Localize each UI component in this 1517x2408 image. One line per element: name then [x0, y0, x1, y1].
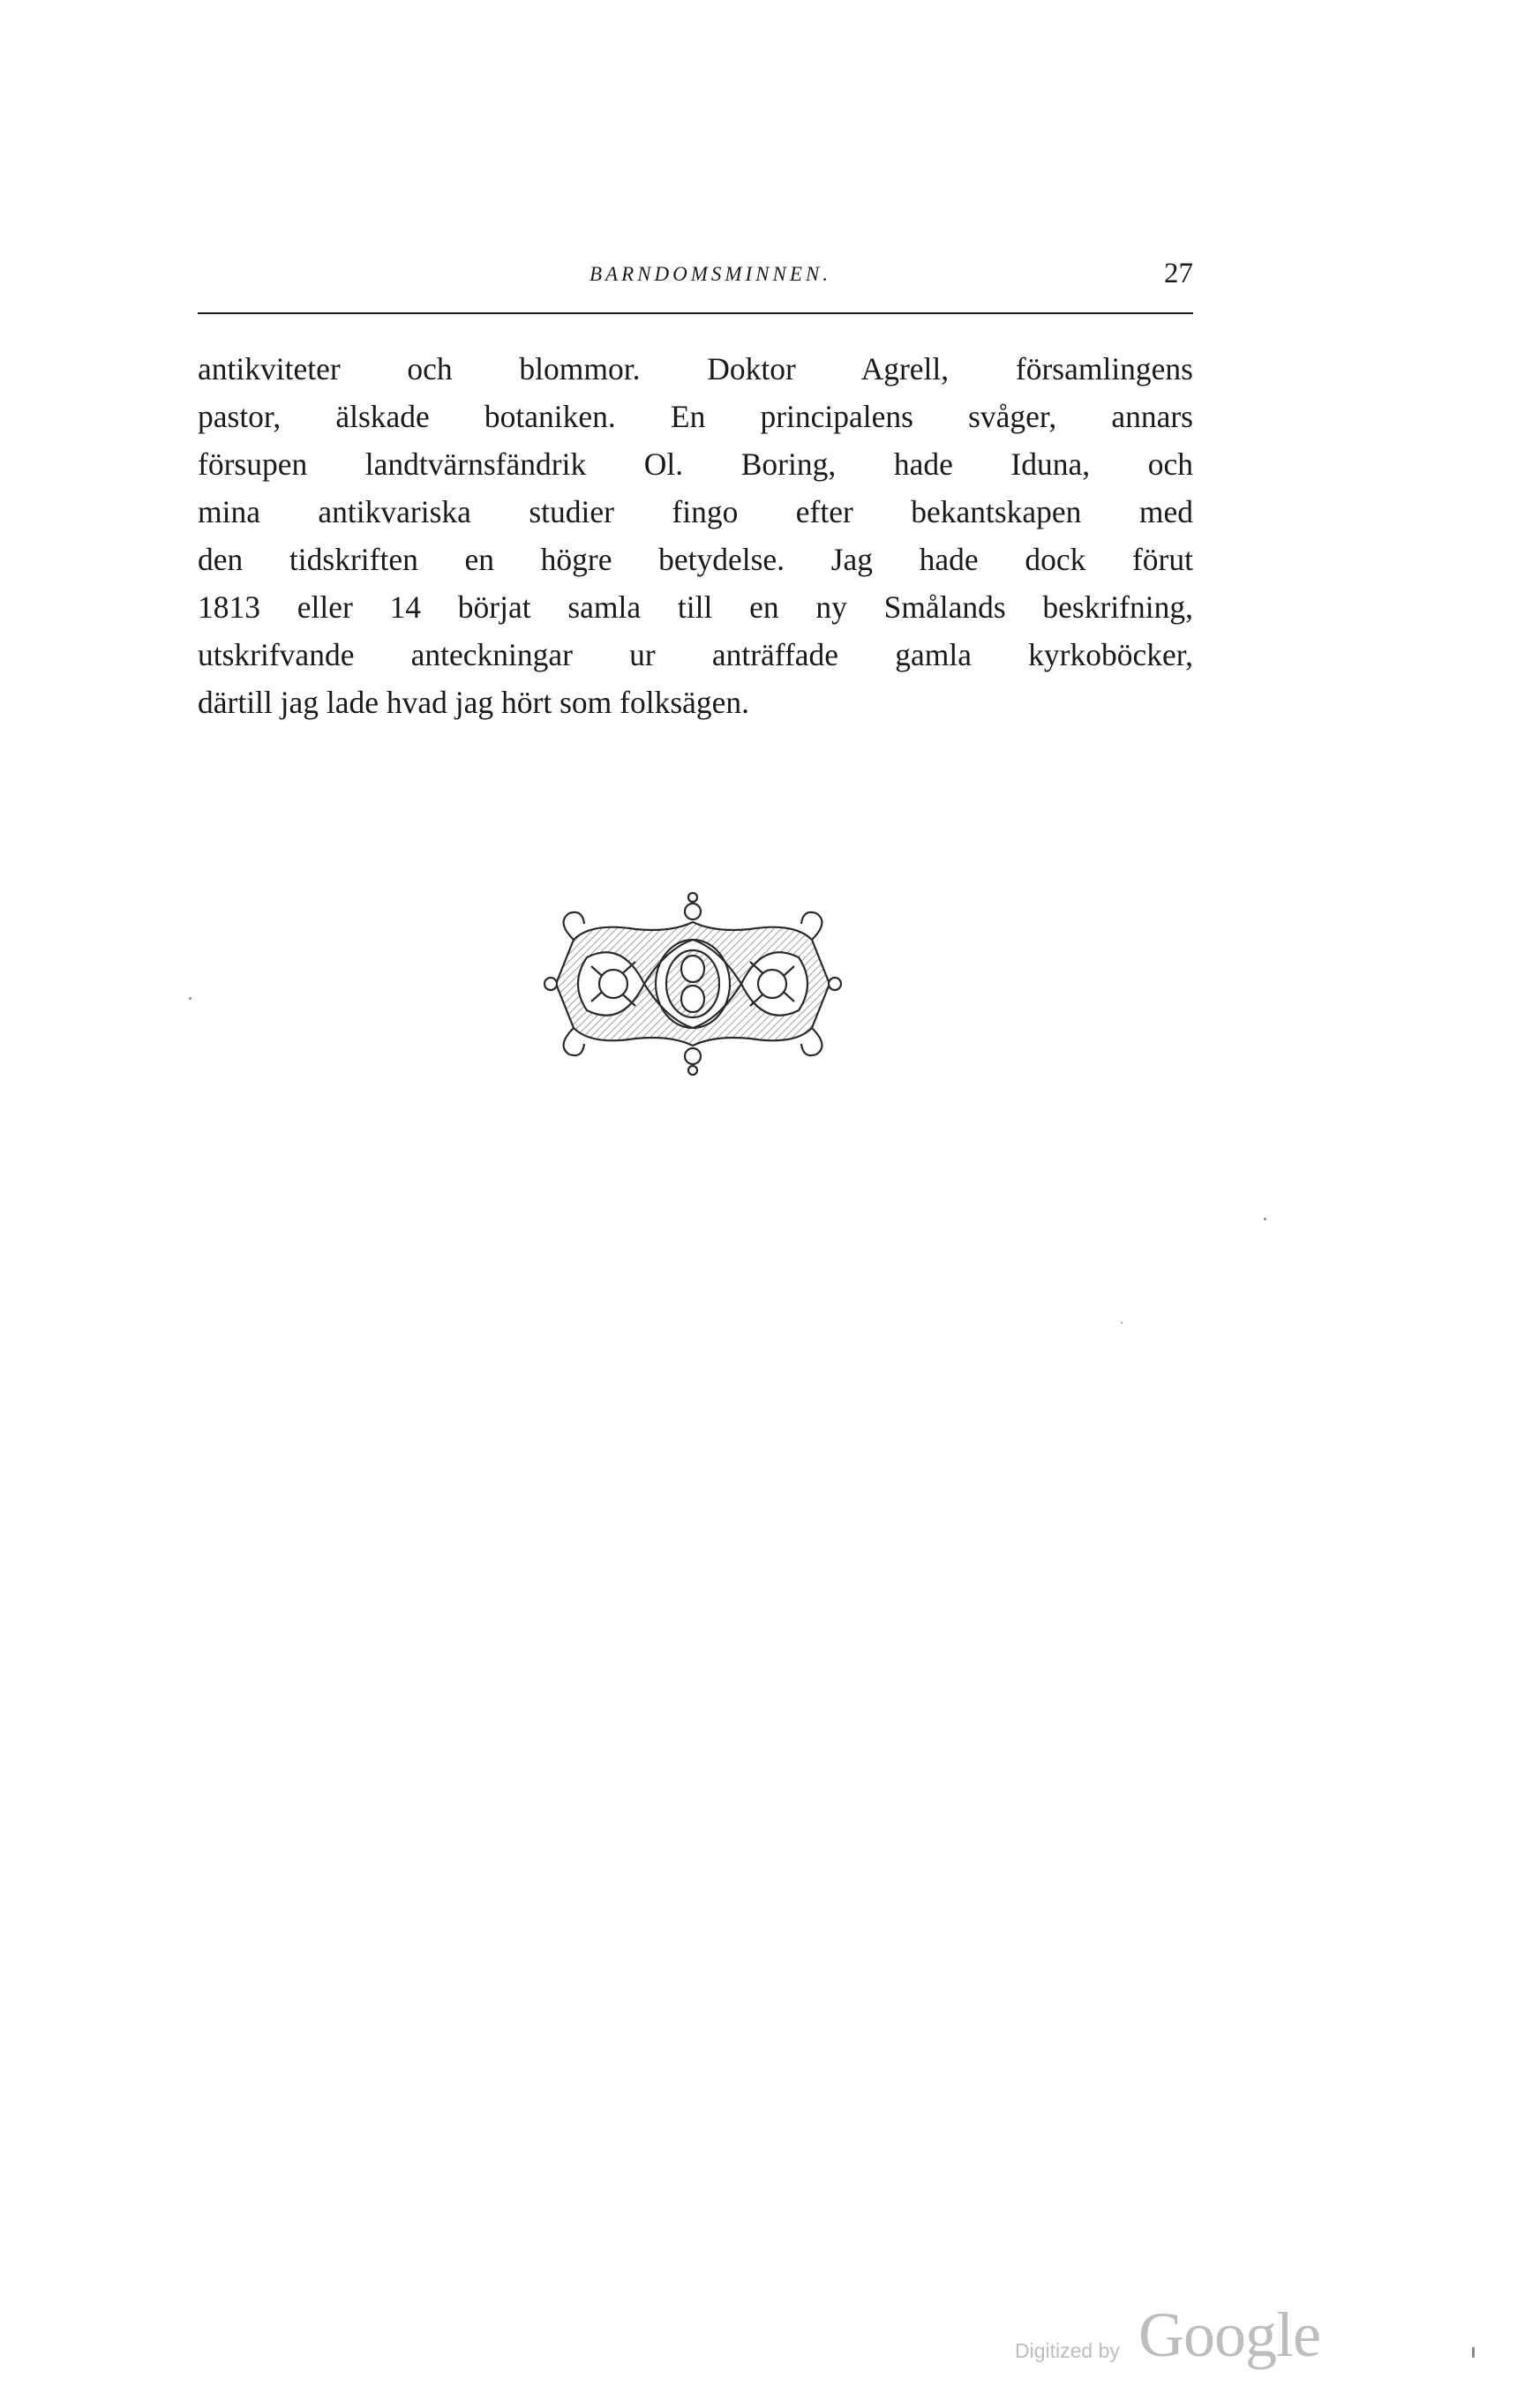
text-line: utskrifvande anteckningar ur anträffade gamla kyrkoböcker,	[198, 637, 1193, 672]
text-line: antikviteter och blommor. Doktor Agrell, församlingens	[198, 351, 1193, 386]
text-line: därtill jag lade hvad jag hört som folksägen.	[198, 685, 750, 720]
running-title: BARNDOMSMINNEN.	[589, 263, 831, 285]
watermark-brand: Google	[1138, 2299, 1320, 2370]
text-line: försupen landtvärnsfändrik Ol. Boring, hade Iduna, och	[198, 446, 1193, 482]
text-line: den tidskriften en högre betydelse. Jag hade dock förut	[198, 542, 1193, 577]
scan-speck	[1264, 1218, 1266, 1220]
text-line: mina antikvariska studier fingo efter bekantskapen med	[198, 494, 1193, 529]
watermark-prefix: Digitized by	[1015, 2339, 1120, 2362]
page-header	[198, 258, 1193, 293]
digitized-watermark	[1015, 2299, 1350, 2369]
scan-speck	[1472, 2347, 1475, 2358]
text-line: pastor, älskade botaniken. En principalens svåger, annars	[198, 399, 1193, 434]
scan-speck	[1121, 1322, 1123, 1324]
page-number: 27	[1164, 258, 1193, 289]
celtic-knot-ornament-icon	[538, 887, 847, 1085]
body-paragraph	[198, 345, 1193, 726]
header-rule	[198, 312, 1193, 314]
text-line: 1813 eller 14 börjat samla till en ny Smålands beskrifning,	[198, 589, 1193, 625]
scan-speck	[189, 997, 192, 1000]
